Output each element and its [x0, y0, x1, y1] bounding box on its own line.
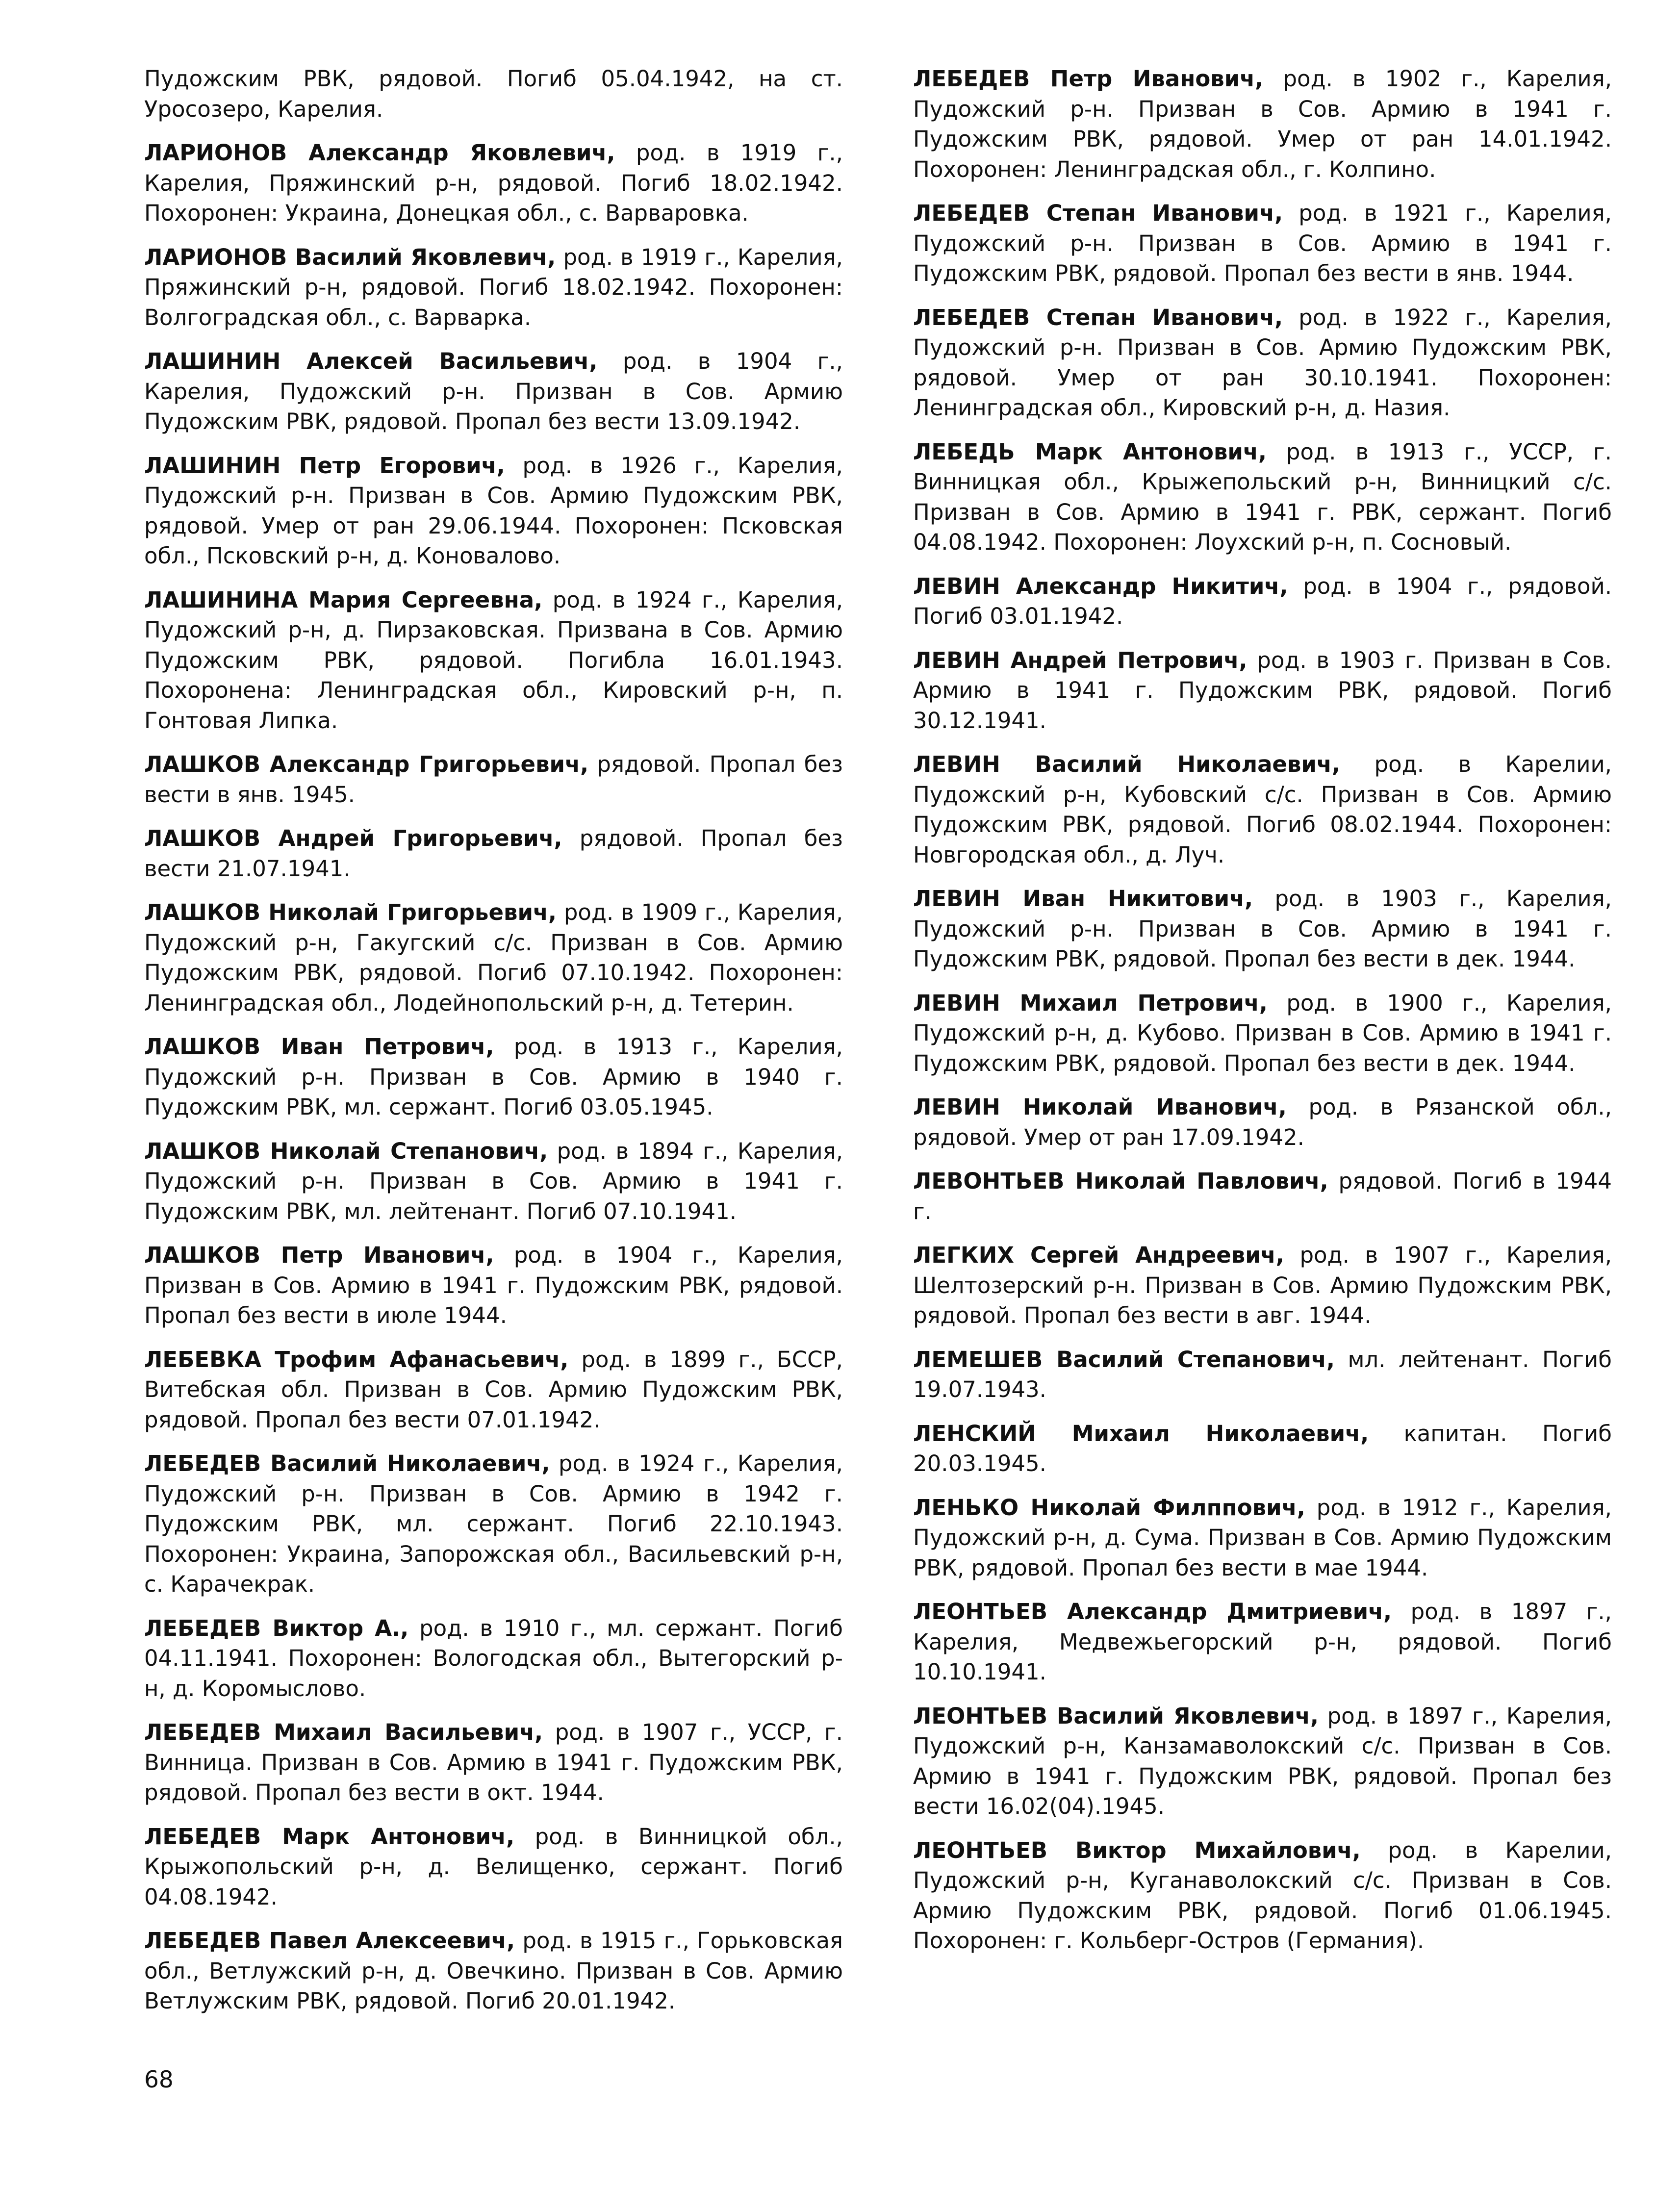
entry-name: ЛЕОНТЬЕВ Василий Яковлевич,	[913, 1703, 1319, 1729]
entry-name: ЛЕБЕДЕВ Степан Иванович,	[913, 200, 1283, 226]
memorial-entry	[913, 749, 1612, 870]
entry-text: род. в 1910 г., мл. сержант. Погиб 04.11.1941. Похоронен: Вологодская обл., Вытегорский р-н, д. Коромыслово.	[144, 1615, 843, 1702]
entry-name: ЛАШКОВ Александр Григорьевич,	[144, 751, 589, 777]
entry-text: род. в Рязанской обл., рядовой. Умер от ран 17.09.1942.	[913, 1094, 1612, 1150]
entry-name: ЛЕБЕВКА Трофим Афанасьевич,	[144, 1346, 569, 1373]
entry-name: ЛЕОНТЬЕВ Александр Дмитриевич,	[913, 1599, 1392, 1625]
entry-text: рядовой. Пропал без вести в янв. 1945.	[144, 751, 843, 808]
entry-text: род. в 1904 г., Карелия, Пудожский р-н. Призван в Сов. Армию Пудожским РВК, рядовой. Пропал без вести 13.09.1942.	[144, 348, 843, 434]
entry-text: род. в 1924 г., Карелия, Пудожский р-н, д. Пирзаковская. Призвана в Сов. Армию Пудожским РВК, рядовой. Погибла 16.01.1943. Похоронена: Ленинградская обл., Кировский р-н, п. Гонтовая Липка.	[144, 586, 843, 734]
entry-name: ЛЕБЕДЕВ Степан Иванович,	[913, 304, 1283, 331]
entry-name: ЛЕГКИХ Сергей Андреевич,	[913, 1242, 1284, 1268]
entry-name: ЛЕВОНТЬЕВ Николай Павлович,	[913, 1168, 1328, 1194]
entry-text: род. в Карелии, Пудожский р-н, Кубовский с/с. Призван в Сов. Армию Пудожским РВК, рядовой. Погиб 08.02.1944. Похоронен: Новгородская обл., д. Луч.	[913, 751, 1612, 868]
entry-text: род. в 1913 г., УССР, г. Винницкая обл., Крыжепольский р-н, Винницкий с/с. Призван в Сов. Армию в 1941 г. РВК, сержант. Погиб 04.08.1942. Похоронен: Лоухский р-н, п. Сосновый.	[913, 438, 1612, 555]
entry-name: ЛЕБЕДЕВ Михаил Васильевич,	[144, 1719, 543, 1745]
entry-text: род. в 1907 г., УССР, г. Винница. Призван в Сов. Армию в 1941 г. Пудожским РВК, рядовой. Пропал без вести в окт. 1944.	[144, 1719, 843, 1805]
entry-text: род. в 1897 г., Карелия, Медвежьегорский р-н, рядовой. Погиб 10.10.1941.	[913, 1599, 1612, 1685]
memorial-entry	[913, 64, 1612, 184]
entry-text: род. в 1902 г., Карелия, Пудожский р-н. Призван в Сов. Армию в 1941 г. Пудожским РВК, рядовой. Умер от ран 14.01.1942. Похоронен: Ленинградская обл., г. Колпино.	[913, 66, 1612, 182]
entry-name: ЛЕБЕДЕВ Василий Николаевич,	[144, 1450, 550, 1476]
entry-name: ЛАШИНИНА Мария Сергеевна,	[144, 586, 543, 613]
memorial-entry	[913, 1835, 1612, 1956]
entry-name: ЛЕВИН Василий Николаевич,	[913, 751, 1340, 777]
entry-name: ЛАШКОВ Петр Иванович,	[144, 1242, 494, 1268]
page-number: 68	[144, 2066, 174, 2093]
entry-text: рядовой. Пропал без вести 21.07.1941.	[144, 825, 843, 882]
memorial-entry	[144, 1717, 843, 1808]
entry-name: ЛАШКОВ Николай Степанович,	[144, 1138, 548, 1164]
entry-text: род. в 1904 г., рядовой. Погиб 03.01.1942.	[913, 573, 1612, 629]
memorial-entry	[144, 1240, 843, 1331]
entry-text: род. в 1915 г., Горьковская обл., Ветлужский р-н, д. Овечкино. Призван в Сов. Армию Ветлужским РВК, рядовой. Погиб 20.01.1942.	[144, 1928, 843, 2014]
entry-name: ЛАРИОНОВ Василий Яковлевич,	[144, 244, 556, 270]
memorial-entry	[144, 1449, 843, 1600]
entry-name: ЛАШИНИН Алексей Васильевич,	[144, 348, 598, 374]
entry-name: ЛЕБЕДЕВ Виктор А.,	[144, 1615, 409, 1641]
memorial-entry	[144, 1926, 843, 2016]
entry-text: род. в Винницкой обл., Крыжопольский р-н, д. Велищенко, сержант. Погиб 04.08.1942.	[144, 1823, 843, 1910]
memorial-entry	[144, 242, 843, 333]
memorial-entry	[913, 884, 1612, 974]
memorial-entry	[144, 1822, 843, 1912]
entry-text: род. в 1899 г., БССР, Витебская обл. Призван в Сов. Армию Пудожским РВК, рядовой. Пропал без вести 07.01.1942.	[144, 1346, 843, 1433]
left-column	[144, 64, 843, 2030]
entry-text: рядовой. Погиб в 1944 г.	[913, 1168, 1612, 1224]
entry-text: род. в 1924 г., Карелия, Пудожский р-н. Призван в Сов. Армию в 1942 г. Пудожским РВК, мл. сержант. Погиб 22.10.1943. Похоронен: Украина, Запорожская обл., Васильевский р-н, с. Карачекрак.	[144, 1450, 843, 1597]
memorial-entry	[913, 198, 1612, 289]
memorial-entry	[913, 1092, 1612, 1152]
entry-text: род. в Карелии, Пудожский р-н, Куганаволокский с/с. Призван в Сов. Армию Пудожским РВК, рядовой. Погиб 01.06.1945. Похоронен: г. Кольберг-Остров (Германия).	[913, 1837, 1612, 1954]
entry-name: ЛЕБЕДЕВ Марк Антонович,	[144, 1823, 515, 1850]
entry-name: ЛАШКОВ Николай Григорьевич,	[144, 899, 557, 925]
memorial-entry	[913, 988, 1612, 1079]
entry-name: ЛЕБЕДЬ Марк Антонович,	[913, 438, 1267, 465]
memorial-entry	[913, 1419, 1612, 1479]
memorial-entry	[913, 1345, 1612, 1405]
memorial-entry	[913, 1166, 1612, 1226]
entry-name: ЛАШКОВ Андрей Григорьевич,	[144, 825, 562, 851]
memorial-entry	[144, 451, 843, 571]
memorial-entry	[913, 1701, 1612, 1822]
memorial-entry	[144, 585, 843, 736]
memorial-entry	[913, 1597, 1612, 1687]
memorial-entry	[913, 303, 1612, 423]
memorial-entry	[144, 1136, 843, 1227]
entry-name: ЛАРИОНОВ Александр Яковлевич,	[144, 140, 615, 166]
entry-text: капитан. Погиб 20.03.1945.	[913, 1420, 1612, 1476]
entry-name: ЛЕБЕДЕВ Павел Алексеевич,	[144, 1928, 515, 1954]
entry-name: ЛЕВИН Иван Никитович,	[913, 886, 1253, 912]
memorial-entry	[913, 1493, 1612, 1583]
entry-text: род. в 1913 г., Карелия, Пудожский р-н. Призван в Сов. Армию в 1940 г. Пудожским РВК, мл. сержант. Погиб 03.05.1945.	[144, 1034, 843, 1120]
memorial-entry	[913, 645, 1612, 736]
memorial-entry	[144, 1345, 843, 1435]
entry-text: род. в 1894 г., Карелия, Пудожский р-н. Призван в Сов. Армию в 1941 г. Пудожским РВК, мл. лейтенант. Погиб 07.10.1941.	[144, 1138, 843, 1224]
entry-text: род. в 1897 г., Карелия, Пудожский р-н, Канзамаволокский с/с. Призван в Сов. Армию в 1941 г. Пудожским РВК, рядовой. Пропал без вести 16.02(04).1945.	[913, 1703, 1612, 1819]
entry-text: род. в 1909 г., Карелия, Пудожский р-н, Гакугский с/с. Призван в Сов. Армию Пудожским РВК, рядовой. Погиб 07.10.1942. Похоронен: Ленинградская обл., Лодейнопольский р-н, д. Тетерин.	[144, 899, 843, 1016]
entry-name: ЛЕВИН Андрей Петрович,	[913, 647, 1248, 673]
entry-name: ЛЕМЕШЕВ Василий Степанович,	[913, 1346, 1335, 1373]
entry-name: ЛЕНЬКО Николай Филппович,	[913, 1494, 1305, 1521]
entry-text: род. в 1921 г., Карелия, Пудожский р-н. Призван в Сов. Армию в 1941 г. Пудожским РВК, рядовой. Пропал без вести в янв. 1944.	[913, 200, 1612, 286]
entry-text: род. в 1904 г., Карелия, Призван в Сов. Армию в 1941 г. Пудожским РВК, рядовой. Пропал без вести в июле 1944.	[144, 1242, 843, 1328]
entry-text: род. в 1919 г., Карелия, Пряжинский р-н, рядовой. Погиб 18.02.1942. Похоронен: Украина, Донецкая обл., с. Варваровка.	[144, 140, 843, 226]
entry-name: ЛАШКОВ Иван Петрович,	[144, 1034, 494, 1060]
entry-name: ЛЕВИН Александр Никитич,	[913, 573, 1288, 599]
entry-text: род. в 1903 г. Призван в Сов. Армию в 1941 г. Пудожским РВК, рядовой. Погиб 30.12.1941.	[913, 647, 1612, 734]
entry-text: род. в 1903 г., Карелия, Пудожский р-н. Призван в Сов. Армию в 1941 г. Пудожским РВК, рядовой. Пропал без вести в дек. 1944.	[913, 886, 1612, 972]
memorial-entry	[913, 571, 1612, 632]
entry-name: ЛЕНСКИЙ Михаил Николаевич,	[913, 1420, 1369, 1447]
memorial-entry	[913, 437, 1612, 558]
entry-text: мл. лейтенант. Погиб 19.07.1943.	[913, 1346, 1612, 1402]
entry-text: род. в 1912 г., Карелия, Пудожский р-н, д. Сума. Призван в Сов. Армию Пудожским РВК, рядовой. Пропал без вести в мае 1944.	[913, 1494, 1612, 1581]
entry-name: ЛЕВИН Николай Иванович,	[913, 1094, 1287, 1120]
memorial-entry	[144, 138, 843, 229]
entry-name: ЛЕВИН Михаил Петрович,	[913, 990, 1268, 1016]
entry-text: род. в 1922 г., Карелия, Пудожский р-н. Призван в Сов. Армию Пудожским РВК, рядовой. Умер от ран 30.10.1941. Похоронен: Ленинградская обл., Кировский р-н, д. Назия.	[913, 304, 1612, 421]
memorial-entry	[913, 1240, 1612, 1331]
entry-name: ЛЕОНТЬЕВ Виктор Михайлович,	[913, 1837, 1361, 1863]
memorial-entry	[144, 346, 843, 437]
memorial-entry	[144, 749, 843, 810]
memorial-entry	[144, 64, 843, 124]
entry-text: род. в 1926 г., Карелия, Пудожский р-н. Призван в Сов. Армию Пудожским РВК, рядовой. Умер от ран 29.06.1944. Похоронен: Псковская обл., Псковский р-н, д. Коновалово.	[144, 452, 843, 569]
entry-name: ЛАШИНИН Петр Егорович,	[144, 452, 505, 479]
entry-text: род. в 1907 г., Карелия, Шелтозерский р-н. Призван в Сов. Армию Пудожским РВК, рядовой. Пропал без вести в авг. 1944.	[913, 1242, 1612, 1328]
entry-text: Пудожским РВК, рядовой. Погиб 05.04.1942, на ст. Уросозеро, Карелия.	[144, 66, 843, 122]
memorial-entry	[144, 1032, 843, 1122]
memorial-entry	[144, 823, 843, 884]
entry-text: род. в 1919 г., Карелия, Пряжинский р-н, рядовой. Погиб 18.02.1942. Похоронен: Волгоградская обл., с. Варварка.	[144, 244, 843, 331]
entry-name: ЛЕБЕДЕВ Петр Иванович,	[913, 66, 1264, 92]
memorial-entry	[144, 1613, 843, 1704]
right-column	[913, 64, 1612, 1970]
memorial-entry	[144, 897, 843, 1018]
entry-text: род. в 1900 г., Карелия, Пудожский р-н, д. Кубово. Призван в Сов. Армию в 1941 г. Пудожским РВК, рядовой. Пропал без вести в дек. 1944.	[913, 990, 1612, 1076]
